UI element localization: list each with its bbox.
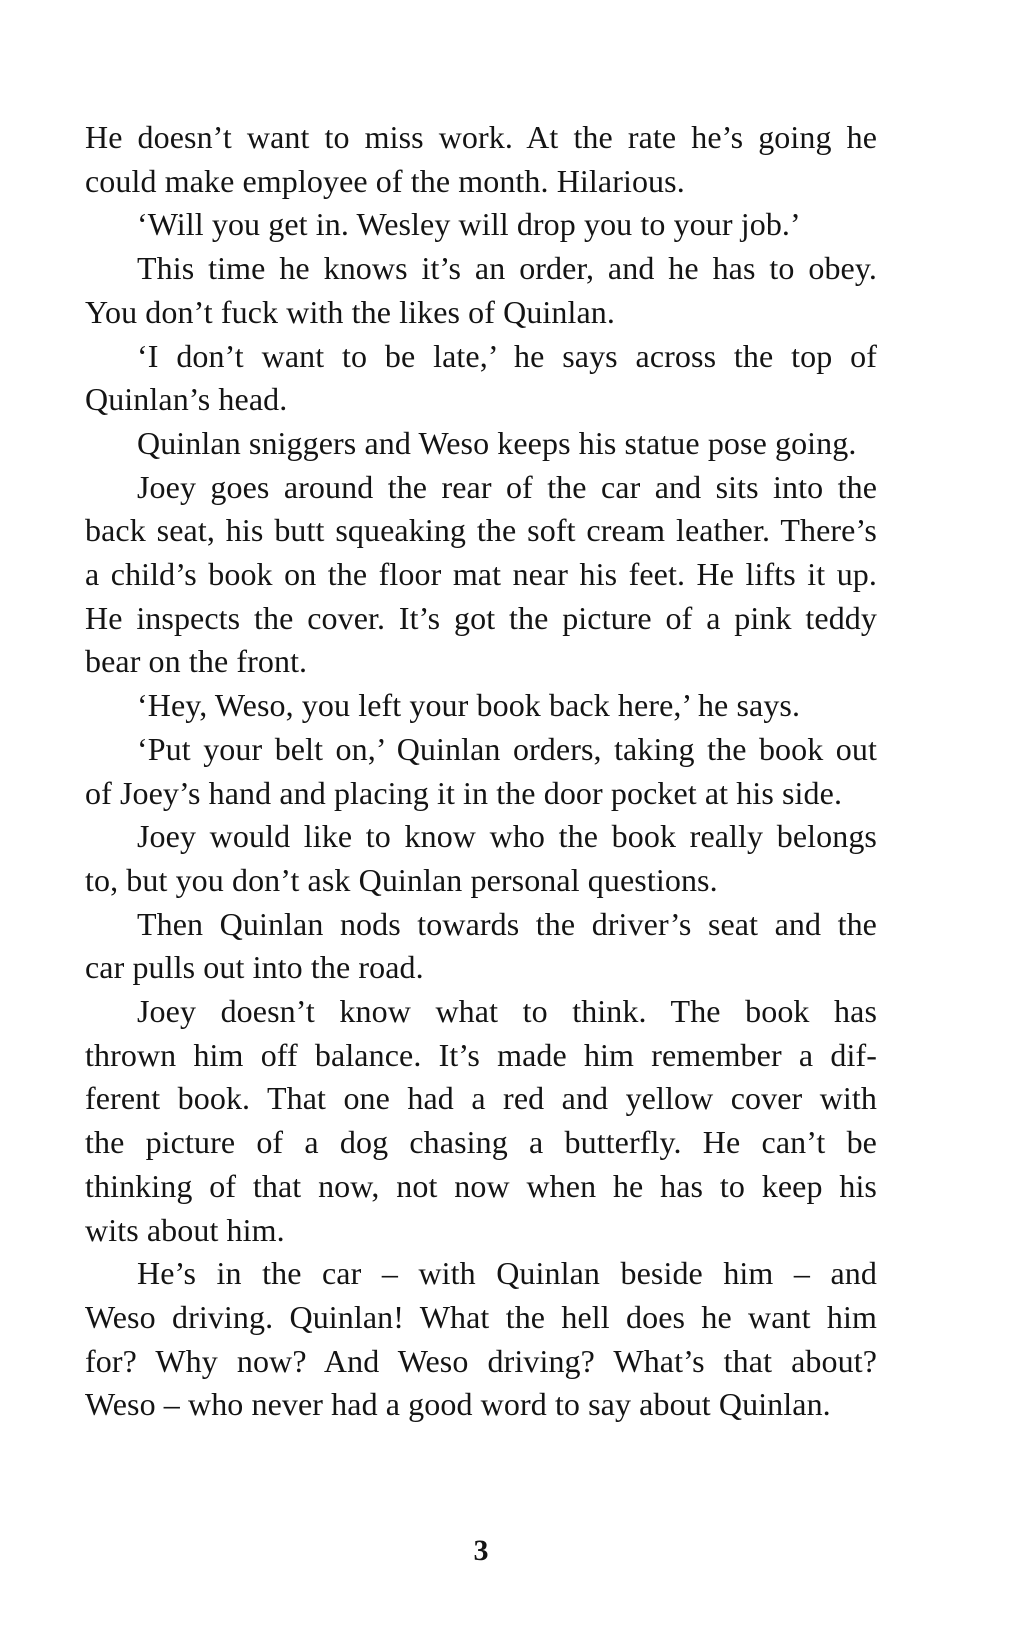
text-line: ‘Put your belt on,’ Quinlan orders, taking the book out <box>137 730 877 767</box>
text-line: thrown him off balance. It’s made him remember a dif- <box>85 1036 877 1073</box>
text-line: You don’t fuck with the likes of Quinlan. <box>85 293 616 330</box>
text-line: ‘Hey, Weso, you left your book back here,’ he says. <box>137 687 801 724</box>
text-line: for? Why now? And Weso driving? What’s that about? <box>85 1342 877 1379</box>
text-line: of Joey’s hand and placing it in the door pocket at his side. <box>85 774 843 811</box>
text-line: ‘Will you get in. Wesley will drop you to your job.’ <box>137 206 801 243</box>
text-line: could make employee of the month. Hilarious. <box>85 162 685 199</box>
text-line: He doesn’t want to miss work. At the rate he’s going he <box>85 119 877 155</box>
text-line: He inspects the cover. It’s got the picture of a pink teddy <box>85 599 877 636</box>
text-line: to, but you don’t ask Quinlan personal questions. <box>85 861 718 898</box>
text-line: the picture of a dog chasing a butterfly. He can’t be <box>85 1124 877 1161</box>
text-line: This time he knows it’s an order, and he has to obey. <box>137 250 877 287</box>
body-text <box>85 116 877 1427</box>
text-line: wits about him. <box>85 1211 285 1248</box>
text-line: Quinlan sniggers and Weso keeps his statue pose going. <box>137 424 857 461</box>
text-line: car pulls out into the road. <box>85 949 424 986</box>
text-line: Weso – who never had a good word to say about Quinlan. <box>85 1386 831 1423</box>
text-line: a child’s book on the floor mat near his feet. He lifts it up. <box>85 556 877 593</box>
text-line: back seat, his butt squeaking the soft cream leather. There’s <box>85 512 877 549</box>
text-line: Joey would like to know who the book really belongs <box>137 818 877 855</box>
text-line: Weso driving. Quinlan! What the hell does he want him <box>85 1298 877 1335</box>
text-line: He’s in the car – with Quinlan beside him – and <box>137 1255 877 1292</box>
text-line: Quinlan’s head. <box>85 381 288 418</box>
text-line: ‘I don’t want to be late,’ he says across the top of <box>137 337 877 374</box>
page-number: 3 <box>473 1534 489 1567</box>
text-line: Then Quinlan nods towards the driver’s seat and the <box>137 905 877 942</box>
text-line: Joey goes around the rear of the car and sits into the <box>137 468 877 505</box>
text-line: thinking of that now, not now when he has to keep his <box>85 1167 877 1204</box>
text-line: Joey doesn’t know what to think. The book has <box>137 993 877 1030</box>
text-line: bear on the front. <box>85 643 308 680</box>
text-line: ferent book. That one had a red and yellow cover with <box>85 1080 877 1117</box>
